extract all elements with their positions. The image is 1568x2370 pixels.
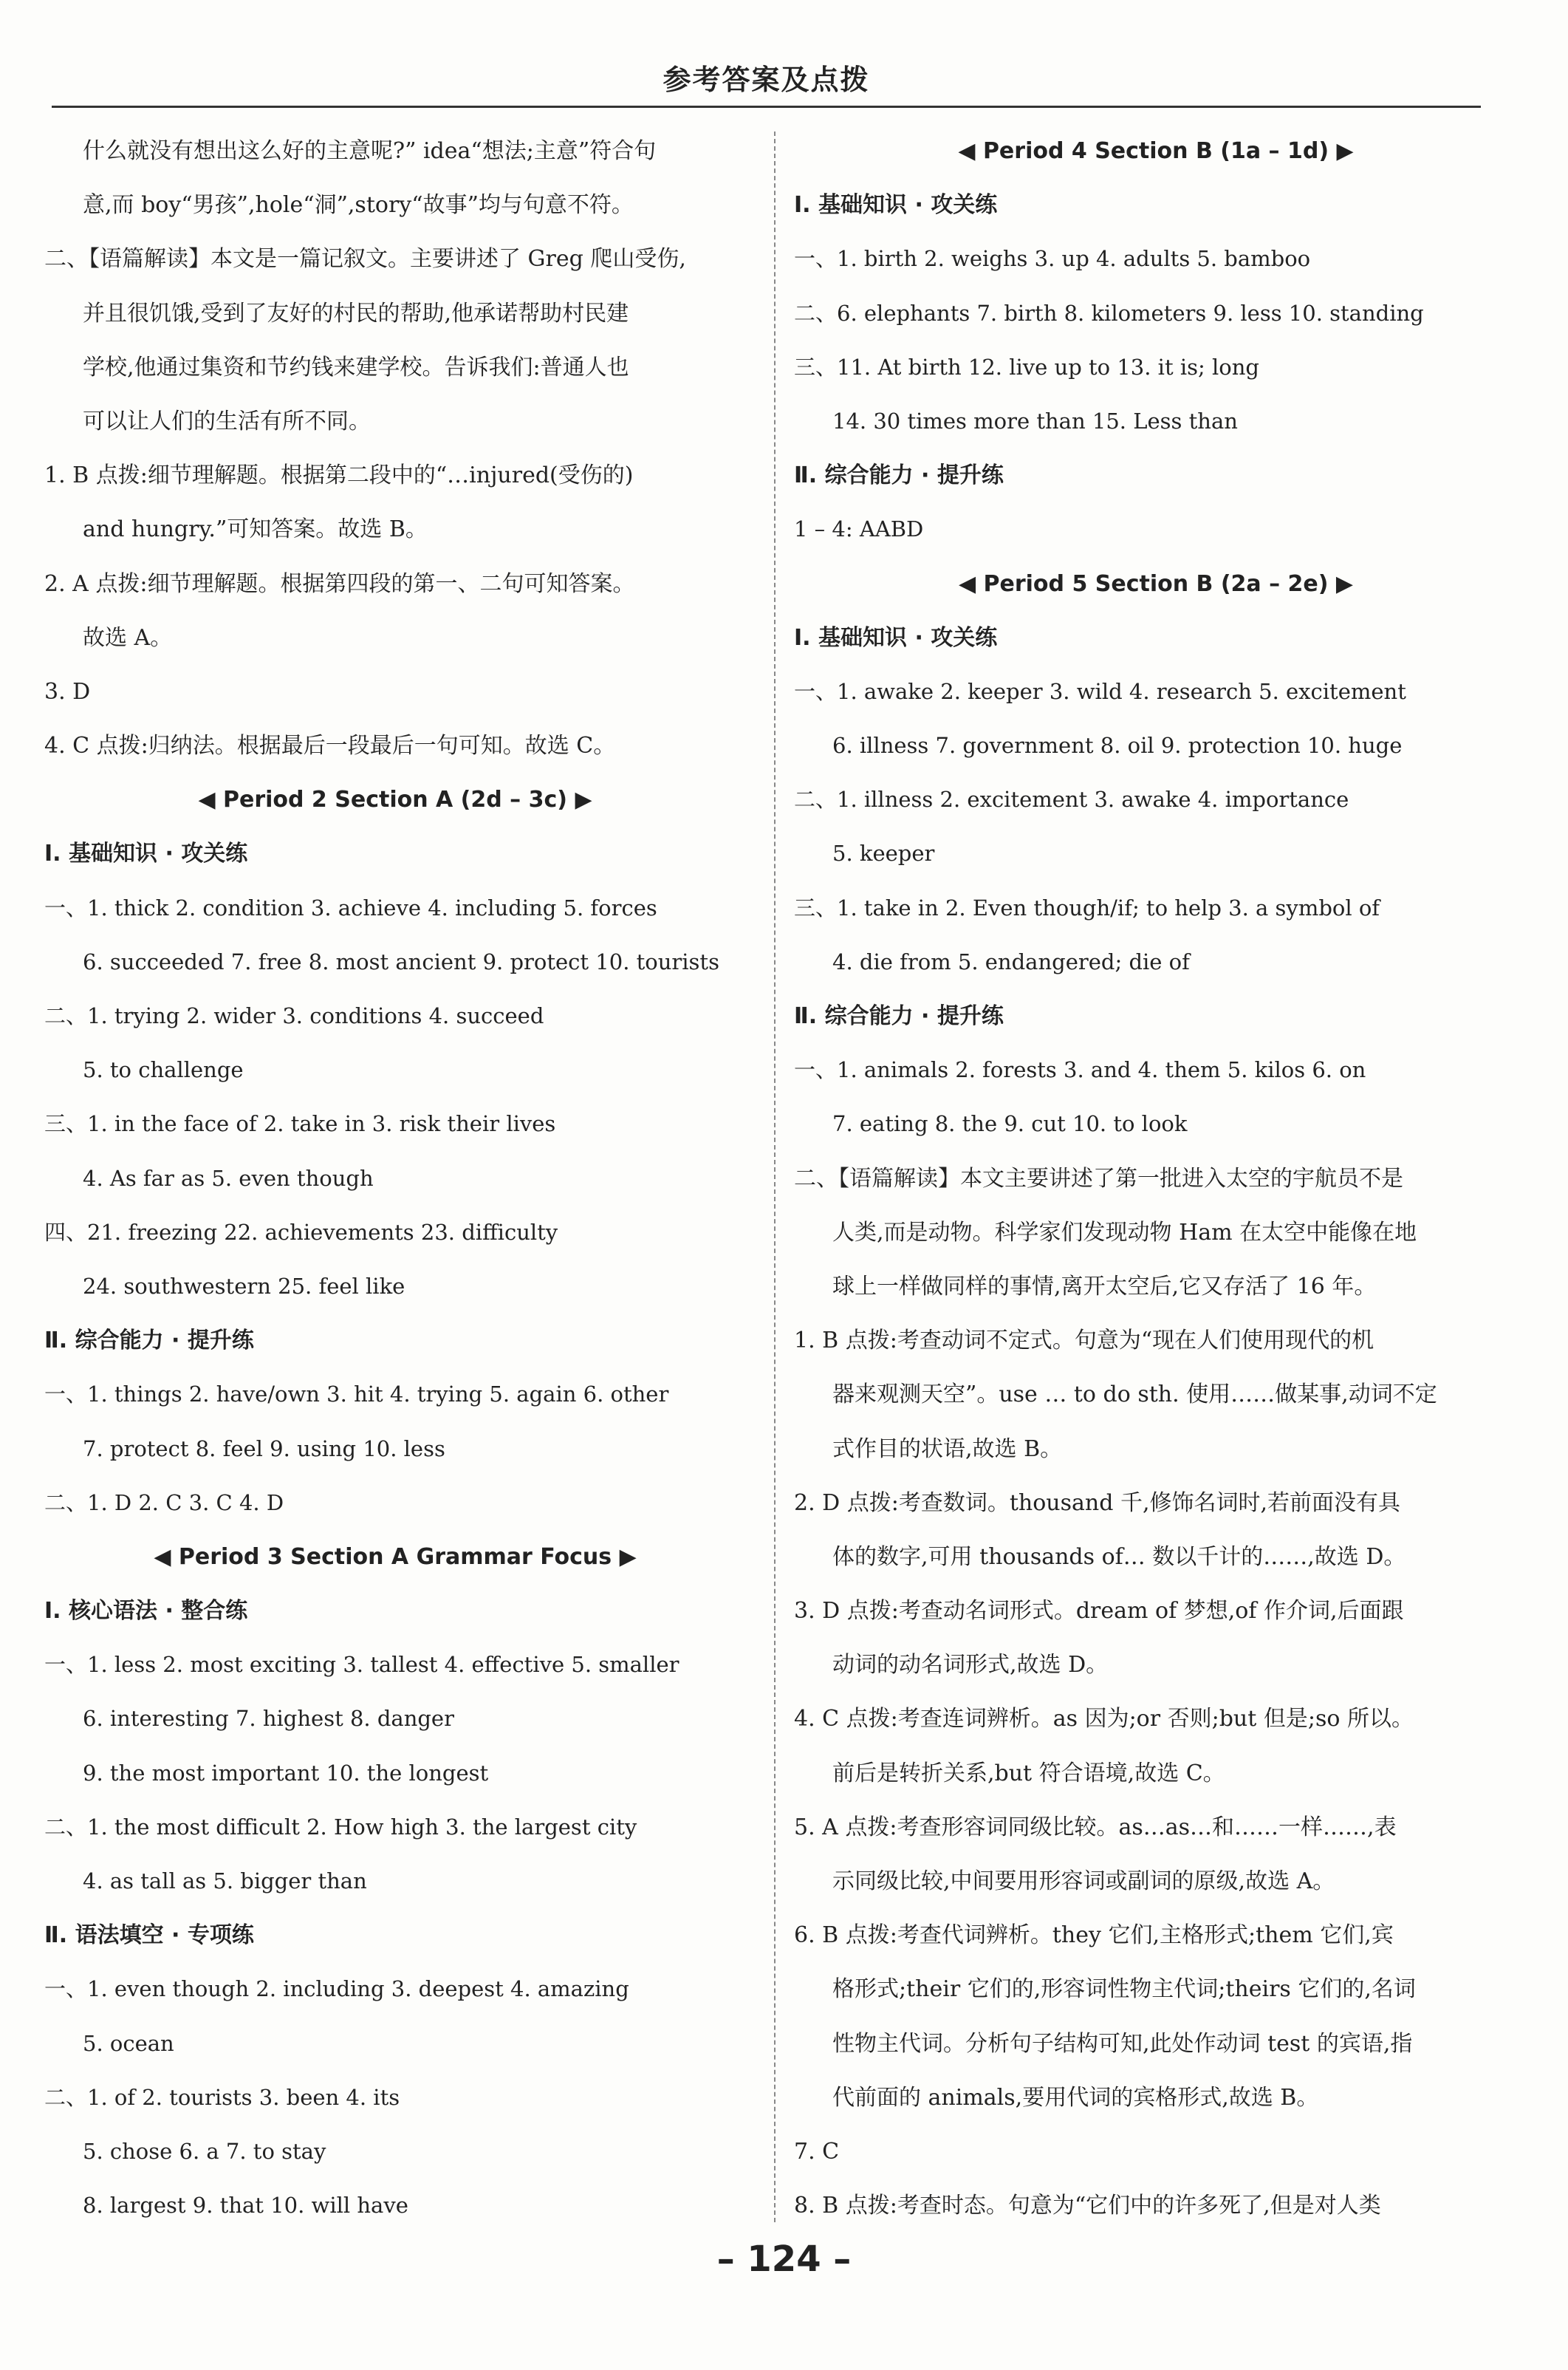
text-line: 4. C 点拨:归纳法。根据最后一段最后一句可知。故选 C。 — [44, 733, 616, 759]
page-number: – 124 – — [716, 2238, 852, 2280]
answer-line: 二、6. elephants 7. birth 8. kilometers 9. less 10. standing — [794, 300, 1424, 326]
answer-line: 4. die from 5. endangered; die of — [832, 949, 1190, 974]
subsection-heading: Ⅰ. 基础知识 · 攻关练 — [794, 192, 998, 219]
subsection-heading: Ⅱ. 综合能力 · 提升练 — [794, 1003, 1004, 1029]
text-line: 动词的动名词形式,故选 D。 — [832, 1652, 1109, 1679]
text-line: 二、【语篇解读】本文是一篇记叙文。主要讲述了 Greg 爬山受伤, — [44, 246, 686, 273]
subsection-heading: Ⅱ. 综合能力 · 提升练 — [794, 462, 1004, 489]
subsection-heading: Ⅰ. 基础知识 · 攻关练 — [794, 624, 998, 651]
text-line: 8. B 点拨:考查时态。句意为“它们中的许多死了,但是对人类 — [794, 2193, 1381, 2219]
text-line: 器来观测天空”。use … to do sth. 使用……做某事,动词不定 — [832, 1382, 1437, 1408]
text-line: 示同级比较,中间要用形容词或副词的原级,故选 A。 — [832, 1868, 1335, 1894]
page-header — [52, 52, 1481, 108]
answer-line: 一、1. thick 2. condition 3. achieve 4. including 5. forces — [44, 895, 657, 921]
answer-line: 4. as tall as 5. bigger than — [83, 1868, 367, 1893]
text-line: 3. D — [44, 678, 91, 705]
text-line: 7. C — [794, 2138, 840, 2165]
answer-line: 6. succeeded 7. free 8. most ancient 9. protect 10. tourists — [83, 949, 719, 974]
answer-line: 一、1. birth 2. weighs 3. up 4. adults 5. bamboo — [794, 246, 1311, 272]
text-line: 什么就没有想出这么好的主意呢?” idea“想法;主意”符合句 — [83, 138, 657, 164]
subsection-heading: Ⅰ. 基础知识 · 攻关练 — [44, 841, 248, 867]
text-line: 3. D 点拨:考查动名词形式。dream of 梦想,of 作介词,后面跟 — [794, 1598, 1404, 1625]
text-line: 代前面的 animals,要用代词的宾格形式,故选 B。 — [832, 2084, 1319, 2111]
answer-line: 4. As far as 5. even though — [83, 1165, 374, 1191]
left-column — [44, 124, 746, 2233]
answer-line: 9. the most important 10. the longest — [83, 1760, 489, 1786]
text-line: 1. B 点拨:细节理解题。根据第二段中的“…injured(受伤的) — [44, 462, 634, 489]
answer-line: 一、1. awake 2. keeper 3. wild 4. research 5. excitement — [794, 678, 1406, 704]
text-line: and hungry.”可知答案。故选 B。 — [83, 516, 428, 543]
text-line: 体的数字,可用 thousands of… 数以千计的……,故选 D。 — [832, 1543, 1406, 1570]
subsection-heading: Ⅰ. 核心语法 · 整合练 — [44, 1598, 248, 1625]
answer-line: 一、1. things 2. have/own 3. hit 4. trying 5. again 6. other — [44, 1382, 669, 1407]
answer-line: 7. protect 8. feel 9. using 10. less — [83, 1435, 445, 1461]
text-line: 二、【语篇解读】本文主要讲述了第一批进入太空的宇航员不是 — [794, 1165, 1403, 1192]
answer-line: 14. 30 times more than 15. Less than — [832, 408, 1238, 434]
answer-line: 四、21. freezing 22. achievements 23. difficulty — [44, 1219, 558, 1245]
text-line: 式作目的状语,故选 B。 — [832, 1435, 1063, 1462]
text-line: 可以让人们的生活有所不同。 — [83, 408, 371, 434]
subsection-heading: Ⅱ. 综合能力 · 提升练 — [44, 1328, 254, 1354]
column-divider — [774, 132, 776, 2222]
answer-line: 5. keeper — [832, 841, 935, 867]
answer-line: 8. largest 9. that 10. will have — [83, 2193, 408, 2219]
text-line: 5. A 点拨:考查形容词同级比较。as…as…和……一样……,表 — [794, 1814, 1397, 1840]
answer-line: 一、1. less 2. most exciting 3. tallest 4. effective 5. smaller — [44, 1652, 679, 1678]
subsection-heading: Ⅱ. 语法填空 · 专项练 — [44, 1922, 254, 1949]
section-heading: ◀ Period 2 Section A (2d – 3c) ▶ — [198, 787, 592, 813]
answer-line: 三、1. in the face of 2. take in 3. risk their lives — [44, 1111, 556, 1137]
section-heading: ◀ Period 5 Section B (2a – 2e) ▶ — [958, 570, 1354, 597]
text-line: 2. A 点拨:细节理解题。根据第四段的第一、二句可知答案。 — [44, 570, 635, 597]
right-column — [794, 124, 1518, 2233]
text-line: 并且很饥饿,受到了友好的村民的帮助,他承诺帮助村民建 — [83, 300, 629, 327]
text-line: 4. C 点拨:考查连词辨析。as 因为;or 否则;but 但是;so 所以。 — [794, 1706, 1414, 1732]
answer-line: 24. southwestern 25. feel like — [83, 1273, 405, 1299]
text-line: 6. B 点拨:考查代词辨析。they 它们,主格形式;them 它们,宾 — [794, 1922, 1394, 1949]
text-line: 人类,而是动物。科学家们发现动物 Ham 在太空中能像在地 — [832, 1219, 1417, 1246]
text-line: 1. B 点拨:考查动词不定式。句意为“现在人们使用现代的机 — [794, 1328, 1374, 1354]
text-line: 球上一样做同样的事情,离开太空后,它又存活了 16 年。 — [832, 1273, 1377, 1300]
answer-line: 二、1. the most difficult 2. How high 3. the largest city — [44, 1814, 637, 1840]
answer-line: 1 – 4: AABD — [794, 516, 924, 542]
answer-line: 6. illness 7. government 8. oil 9. protection 10. huge — [832, 733, 1403, 759]
text-line: 性物主代词。分析句子结构可知,此处作动词 test 的宾语,指 — [832, 2030, 1413, 2057]
answer-line: 二、1. trying 2. wider 3. conditions 4. succeed — [44, 1003, 544, 1028]
answer-line: 二、1. of 2. tourists 3. been 4. its — [44, 2084, 400, 2110]
answer-line: 5. ocean — [83, 2030, 174, 2056]
header-title: 参考答案及点拨 — [663, 64, 870, 96]
text-line: 学校,他通过集资和节约钱来建学校。告诉我们:普通人也 — [83, 354, 629, 380]
answer-line: 7. eating 8. the 9. cut 10. to look — [832, 1111, 1188, 1137]
answer-line: 二、1. illness 2. excitement 3. awake 4. importance — [794, 787, 1349, 813]
answer-line: 一、1. animals 2. forests 3. and 4. them 5. kilos 6. on — [794, 1057, 1366, 1083]
answer-line: 三、1. take in 2. Even though/if; to help 3. a symbol of — [794, 895, 1380, 921]
answer-line: 二、1. D 2. C 3. C 4. D — [44, 1489, 284, 1515]
text-line: 2. D 点拨:考查数词。thousand 千,修饰名词时,若前面没有具 — [794, 1489, 1401, 1516]
text-line: 前后是转折关系,but 符合语境,故选 C。 — [832, 1760, 1225, 1786]
answer-line: 5. to challenge — [83, 1057, 244, 1083]
answer-line: 一、1. even though 2. including 3. deepest 4. amazing — [44, 1976, 629, 2002]
answer-line: 三、11. At birth 12. live up to 13. it is; long — [794, 354, 1259, 380]
section-heading: ◀ Period 4 Section B (1a – 1d) ▶ — [958, 138, 1354, 164]
text-line: 格形式;their 它们的,形容词性物主代词;theirs 它们的,名词 — [832, 1976, 1416, 2003]
text-line: 故选 A。 — [83, 624, 173, 651]
section-heading: ◀ Period 3 Section A Grammar Focus ▶ — [154, 1543, 637, 1570]
answer-line: 5. chose 6. a 7. to stay — [83, 2138, 326, 2164]
text-line: 意,而 boy“男孩”,hole“洞”,story“故事”均与句意不符。 — [83, 192, 634, 219]
answer-line: 6. interesting 7. highest 8. danger — [83, 1706, 454, 1732]
